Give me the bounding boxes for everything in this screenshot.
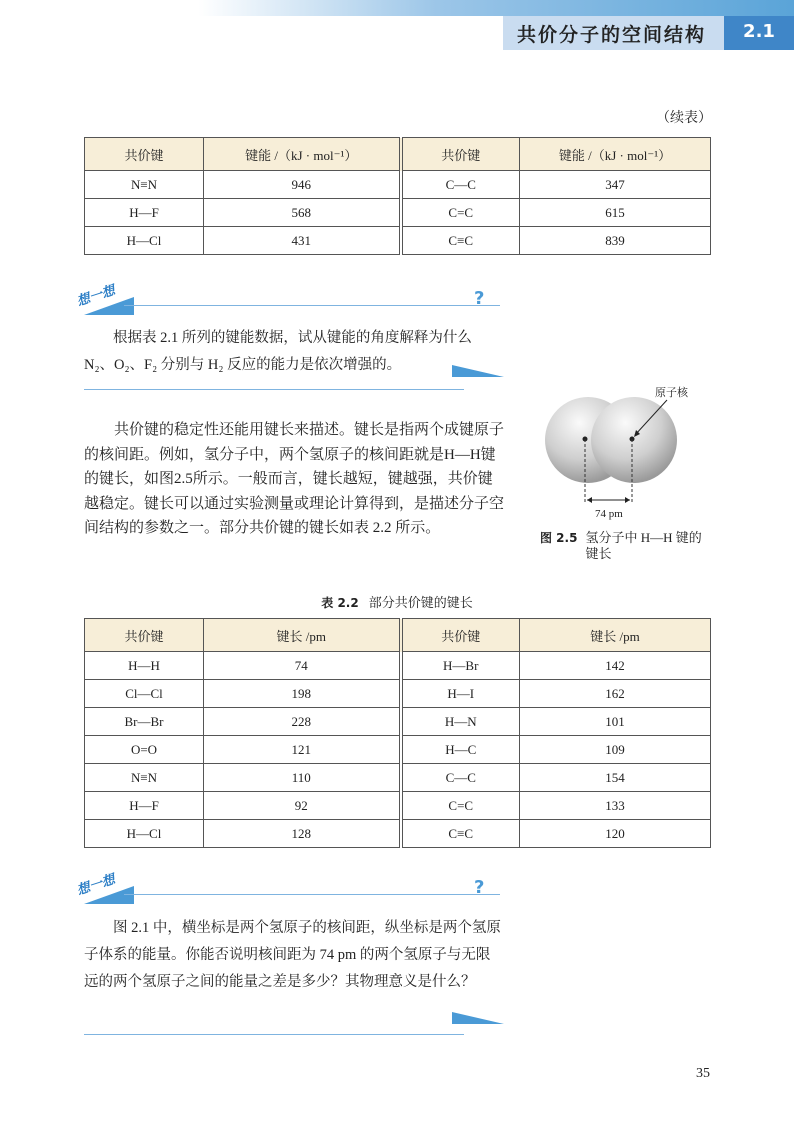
bond-cell: H—Br bbox=[401, 652, 520, 680]
table-row bbox=[85, 820, 711, 848]
bond-cell: H—H bbox=[85, 652, 204, 680]
bond-cell: H—I bbox=[401, 680, 520, 708]
value-cell: 154 bbox=[520, 764, 711, 792]
figure-number: 图 2.5 bbox=[540, 531, 578, 545]
value-cell: 121 bbox=[204, 736, 401, 764]
arrow-icon bbox=[452, 365, 504, 377]
bond-cell: C=C bbox=[401, 199, 520, 227]
value-cell: 568 bbox=[204, 199, 401, 227]
value-cell: 109 bbox=[520, 736, 711, 764]
table-caption-text: 部分共价键的键长 bbox=[368, 595, 473, 610]
table-caption bbox=[0, 592, 794, 611]
bond-cell: H—F bbox=[85, 199, 204, 227]
table-row bbox=[85, 792, 711, 820]
table-header-row bbox=[85, 619, 711, 652]
think-tag: 想一想 bbox=[75, 283, 117, 310]
value-cell: 133 bbox=[520, 792, 711, 820]
bond-cell: H—Cl bbox=[85, 227, 204, 255]
value-cell: 128 bbox=[204, 820, 401, 848]
h2-molecule-illustration bbox=[545, 380, 720, 530]
continued-label: （续表） bbox=[656, 111, 712, 126]
bond-cell: H—F bbox=[85, 792, 204, 820]
page-number: 35 bbox=[696, 1066, 710, 1081]
bond-length-table bbox=[84, 618, 711, 848]
value-cell: 839 bbox=[520, 227, 711, 255]
bond-cell: C≡C bbox=[401, 227, 520, 255]
bond-cell: H—N bbox=[401, 708, 520, 736]
think-text: 根据表 2.1 所列的键能数据，试从键能的角度解释为什么 N₂、O₂、F₂ 分别与 H₂ 反应的能力是依次增强的。 bbox=[84, 330, 472, 373]
bond-cell: N≡N bbox=[85, 171, 204, 199]
body-paragraph: 共价键的稳定性还能用键长来描述。键长是指两个成键原子的核间距。例如，氢分子中，两个氢原子的核间距就是H—H键的键长，如图2.5所示。一般而言，键长越短，键越强，共价键越稳定。键长可以通过实验测量或理论计算得到，是描述分子空间结构的参数之一。部分共价键的键长如表 2.2 所示。 bbox=[84, 422, 505, 536]
bond-cell: Br—Br bbox=[85, 708, 204, 736]
value-cell: 120 bbox=[520, 820, 711, 848]
question-mark-icon: ? bbox=[474, 288, 485, 309]
header-cell: 键能 /（kJ · mol⁻¹） bbox=[520, 138, 711, 171]
think-text: 图 2.1 中，横坐标是两个氢原子的核间距，纵坐标是两个氢原子体系的能量。你能否说明核间距为 74 pm 的两个氢原子与无限远的两个氢原子之间的能量之差是多少？其物理意义是什么？ bbox=[84, 920, 501, 990]
bond-cell: C≡C bbox=[401, 820, 520, 848]
divider bbox=[84, 389, 464, 390]
figure-caption bbox=[540, 530, 705, 562]
section-number: 2.1 bbox=[724, 16, 794, 50]
header-cell: 共价键 bbox=[401, 138, 520, 171]
table-header-row bbox=[85, 138, 711, 171]
distance-label: 74 pm bbox=[595, 508, 623, 520]
value-cell: 198 bbox=[204, 680, 401, 708]
bond-cell: C=C bbox=[401, 792, 520, 820]
table-row bbox=[85, 736, 711, 764]
divider bbox=[124, 305, 500, 306]
question-mark-icon: ? bbox=[474, 877, 485, 898]
table-row bbox=[85, 171, 711, 199]
header-bar bbox=[0, 0, 794, 16]
table-row bbox=[85, 199, 711, 227]
table-row bbox=[85, 764, 711, 792]
table-row bbox=[85, 680, 711, 708]
value-cell: 162 bbox=[520, 680, 711, 708]
value-cell: 74 bbox=[204, 652, 401, 680]
table-row bbox=[85, 652, 711, 680]
table-row bbox=[85, 708, 711, 736]
value-cell: 101 bbox=[520, 708, 711, 736]
table-number: 表 2.2 bbox=[321, 596, 359, 610]
header-cell: 共价键 bbox=[85, 619, 204, 652]
bond-cell: O=O bbox=[85, 736, 204, 764]
bond-cell: C—C bbox=[401, 764, 520, 792]
value-cell: 946 bbox=[204, 171, 401, 199]
header-cell: 共价键 bbox=[401, 619, 520, 652]
bond-cell: H—C bbox=[401, 736, 520, 764]
think-tag: 想一想 bbox=[75, 872, 117, 899]
bond-cell: Cl—Cl bbox=[85, 680, 204, 708]
table-row bbox=[85, 227, 711, 255]
value-cell: 228 bbox=[204, 708, 401, 736]
value-cell: 615 bbox=[520, 199, 711, 227]
bond-cell: C—C bbox=[401, 171, 520, 199]
header-cell: 键长 /pm bbox=[520, 619, 711, 652]
divider bbox=[124, 894, 500, 895]
header-cell: 键能 /（kJ · mol⁻¹） bbox=[204, 138, 401, 171]
value-cell: 92 bbox=[204, 792, 401, 820]
divider bbox=[84, 1034, 464, 1035]
chapter-title: 共价分子的空间结构 bbox=[503, 16, 783, 50]
header-cell: 共价键 bbox=[85, 138, 204, 171]
header-cell: 键长 /pm bbox=[204, 619, 401, 652]
value-cell: 142 bbox=[520, 652, 711, 680]
value-cell: 431 bbox=[204, 227, 401, 255]
value-cell: 347 bbox=[520, 171, 711, 199]
nucleus-label: 原子核 bbox=[655, 387, 688, 399]
arrow-icon bbox=[452, 1012, 504, 1024]
figure-caption-text: 氢分子中 H—H 键的键长 bbox=[585, 530, 702, 561]
value-cell: 110 bbox=[204, 764, 401, 792]
bond-cell: H—Cl bbox=[85, 820, 204, 848]
bond-energy-table bbox=[84, 137, 711, 255]
bond-cell: N≡N bbox=[85, 764, 204, 792]
